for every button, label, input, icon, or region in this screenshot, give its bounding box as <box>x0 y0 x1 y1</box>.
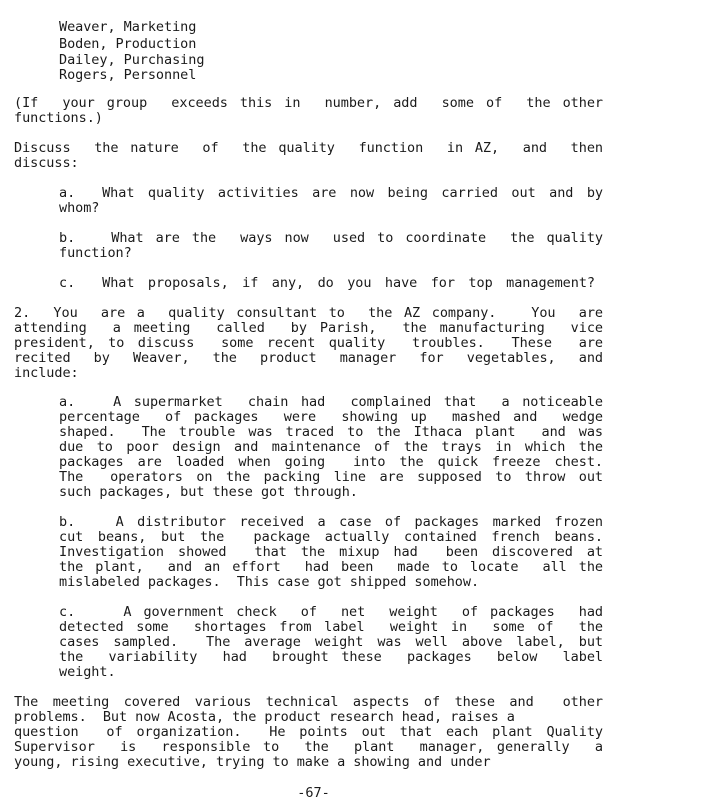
text-line: The operators on the packing line are supposed to throw out <box>59 469 603 485</box>
text-line: b. What are the ways now used to coordinate the quality <box>59 230 603 246</box>
text-line: percentage of packages were showing up mashed and wedge <box>59 409 603 425</box>
text-line: include: <box>14 365 79 381</box>
text-line: recited by Weaver, the product manager for vegetables, and <box>14 350 603 366</box>
text-line: c. A government check of net weight of packages had <box>59 604 603 620</box>
text-line: discuss: <box>14 155 79 171</box>
text-line: Supervisor is responsible to the plant manager, generally a <box>14 739 603 755</box>
text-line: such packages, but these got through. <box>59 484 358 500</box>
text-line: 2. You are a quality consultant to the AZ company. You are <box>14 305 603 321</box>
text-line: whom? <box>59 200 100 216</box>
text-line: due to poor design and maintenance of the trays in which the <box>59 439 603 455</box>
text-line: Investigation showed that the mixup had been discovered at <box>59 544 603 560</box>
text-line: young, rising executive, trying to make a showing and under <box>14 754 491 770</box>
text-line: cases sampled. The average weight was well above label, but <box>59 634 603 650</box>
roster-item: Dailey, Purchasing <box>59 52 205 68</box>
text-line: a. What quality activities are now being carried out and by <box>59 185 603 201</box>
text-line: problems. But now Acosta, the product research head, raises a <box>14 709 515 725</box>
text-line: mislabeled packages. This case got shipped somehow. <box>59 574 480 590</box>
text-line: b. A distributor received a case of packages marked frozen <box>59 514 603 530</box>
text-line: shaped. The trouble was traced to the Ithaca plant and was <box>59 424 603 440</box>
text-line: cut beans, but the package actually contained french beans. <box>59 529 603 545</box>
text-line: The meeting covered various technical aspects of these and other <box>14 694 603 710</box>
roster-item: Rogers, Personnel <box>59 67 197 83</box>
text-line: packages are loaded when going into the quick freeze chest. <box>59 454 603 470</box>
text-line: function? <box>59 245 132 261</box>
page-number: -67- <box>297 785 330 801</box>
text-line: detected some shortages from label weight in some of the <box>59 619 603 635</box>
roster-item: Weaver, Marketing <box>59 19 197 35</box>
text-line: Discuss the nature of the quality function in AZ, and then <box>14 140 603 156</box>
text-line: the plant, and an effort had been made to locate all the <box>59 559 603 575</box>
text-line: (If your group exceeds this in number, add some of the other <box>14 95 603 111</box>
text-line: weight. <box>59 664 116 680</box>
text-line: the variability had brought these packages below label <box>59 649 603 665</box>
text-line: question of organization. He points out that each plant Quality <box>14 724 603 740</box>
text-line: attending a meeting called by Parish, the manufacturing vice <box>14 320 603 336</box>
text-line: a. A supermarket chain had complained that a noticeable <box>59 394 603 410</box>
text-line: functions.) <box>14 110 103 126</box>
text-line: president, to discuss some recent quality troubles. These are <box>14 335 603 351</box>
text-line: c. What proposals, if any, do you have for top management? <box>59 275 595 291</box>
roster-item: Boden, Production <box>59 36 197 52</box>
